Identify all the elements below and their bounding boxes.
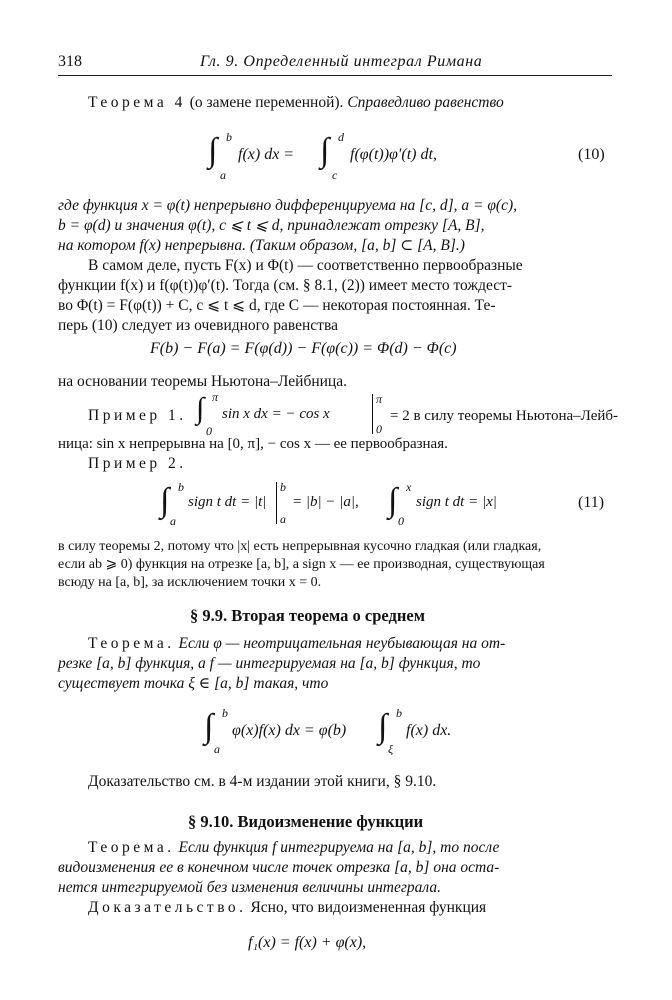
proof-line: перь (10) следует из очевидного равенства bbox=[58, 317, 338, 334]
section-heading: § 9.10. Видоизменение функции bbox=[188, 812, 424, 831]
theorem4-intro bbox=[88, 93, 504, 113]
upper-limit: b bbox=[178, 480, 184, 494]
equation-right: f(φ(t))φ′(t) dt, bbox=[350, 146, 437, 163]
section-heading: § 9.9. Вторая теорема о среднем bbox=[190, 606, 425, 625]
example2-text: в силу теоремы 2, потому что |x| есть непрерывная кусочно гладкая (или гладкая, bbox=[58, 539, 542, 554]
equation-middle: φ(x)f(x) dx = φ(b) bbox=[232, 722, 347, 739]
theorem-statement: Если функция f интегрируема на [a, b], то после bbox=[178, 839, 500, 856]
modified-function-equation: f₁(x) = f(x) + φ(x), bbox=[248, 934, 367, 951]
theorem-first-line bbox=[88, 838, 499, 858]
proof-label: Доказательство. bbox=[88, 899, 247, 916]
upper-limit: d bbox=[338, 130, 344, 144]
integral-sign: ∫ bbox=[160, 482, 170, 519]
proof-conclusion: на основании теоремы Ньютона–Лейбница. bbox=[58, 373, 347, 390]
upper-limit: π bbox=[212, 390, 219, 404]
integral-sign: ∫ bbox=[204, 708, 214, 745]
lower-limit: c bbox=[332, 168, 338, 182]
evaluation-bar bbox=[276, 482, 277, 524]
running-header-title: Гл. 9. Определенный интеграл Римана bbox=[200, 53, 483, 70]
theorem-statement-line: видоизменения ее в конечном числе точек отрезка [a, b] она оста- bbox=[58, 859, 500, 876]
proof-reference: Доказательство см. в 4-м издании этой книги, § 9.10. bbox=[88, 773, 437, 790]
proof-line: В самом деле, пусть F(x) и Φ(t) — соответственно первообразные bbox=[88, 257, 523, 274]
page-number: 318 bbox=[58, 53, 82, 70]
upper-limit: π bbox=[376, 392, 383, 406]
upper-limit: b bbox=[280, 480, 286, 494]
equation-11-part1: sign t dt = |t| bbox=[188, 494, 267, 510]
integral-sign: ∫ bbox=[196, 392, 205, 425]
integral-sign: ∫ bbox=[388, 482, 398, 519]
theorem4-statement: Справедливо равенство bbox=[347, 94, 504, 111]
example1-label: Пример 1. bbox=[88, 407, 187, 424]
theorem4-condition-line: где функция x = φ(t) непрерывно дифференцируема на [c, d], a = φ(c), bbox=[58, 197, 517, 214]
equation-11-part2: = |b| − |a|, bbox=[292, 494, 359, 510]
proof-start bbox=[88, 898, 486, 918]
integral-sign: ∫ bbox=[378, 708, 388, 745]
lower-limit: a bbox=[214, 742, 220, 756]
lower-limit: a bbox=[170, 514, 176, 528]
theorem-label: Теорема. bbox=[88, 839, 175, 856]
example2-text: всюду на [a, b], за исключением точки x = 0. bbox=[58, 575, 322, 590]
lower-limit: a bbox=[220, 168, 226, 182]
proof-text: Ясно, что видоизмененная функция bbox=[250, 899, 487, 916]
lower-limit: 0 bbox=[206, 424, 212, 438]
example1-line2: ница: sin x непрерывна на [0, π], − cos x — ее первообразная. bbox=[58, 436, 448, 452]
theorem4-condition-line: b = φ(d) и значения φ(t), c ⩽ t ⩽ d, принадлежат отрезку [A, B], bbox=[58, 217, 485, 234]
upper-limit: b bbox=[226, 130, 232, 144]
theorem4-label: Теорема 4 bbox=[88, 94, 186, 111]
evaluation-bar bbox=[372, 394, 373, 434]
theorem-statement: Если φ — неотрицательная неубывающая на от- bbox=[178, 635, 506, 652]
equation-number: (11) bbox=[578, 494, 605, 511]
integral-sign: ∫ bbox=[208, 132, 218, 169]
equation-11-part3: sign t dt = |x| bbox=[416, 494, 497, 510]
equation-number: (10) bbox=[578, 146, 605, 163]
upper-limit: b bbox=[396, 706, 402, 720]
proof-line: во Φ(t) = F(φ(t)) + C, c ⩽ t ⩽ d, где C — некоторая постоянная. Те- bbox=[58, 297, 496, 314]
theorem-first-line bbox=[88, 634, 505, 654]
theorem-label: Теорема. bbox=[88, 635, 175, 652]
upper-limit: x bbox=[406, 480, 412, 494]
example2-text: если ab ⩾ 0) функция на отрезке [a, b], а sign x — ее производная, существующая bbox=[58, 557, 545, 572]
theorem-statement-line: существует точка ξ ∈ [a, b] такая, что bbox=[58, 675, 329, 692]
example1-rest: = 2 в силу теоремы Ньютона–Лейб- bbox=[390, 408, 619, 424]
proof-equation: F(b) − F(a) = F(φ(d)) − F(φ(c)) = Φ(d) − Φ(c) bbox=[150, 340, 457, 357]
upper-limit: b bbox=[222, 706, 228, 720]
lower-limit: 0 bbox=[398, 514, 404, 528]
equation-left: f(x) dx = bbox=[238, 146, 295, 163]
lower-limit: a bbox=[280, 512, 286, 526]
theorem4-title: (о замене переменной). bbox=[185, 94, 348, 111]
equation-end: f(x) dx. bbox=[406, 722, 452, 739]
lower-limit: 0 bbox=[376, 422, 382, 436]
theorem4-condition-line: на котором f(x) непрерывна. (Таким образом, [a, b] ⊂ [A, B].) bbox=[58, 237, 465, 254]
header-rule bbox=[58, 75, 612, 76]
lower-limit: ξ bbox=[388, 742, 394, 756]
integral-sign: ∫ bbox=[320, 132, 330, 169]
theorem-statement-line: нется интегрируемой без изменения величины интеграла. bbox=[58, 879, 441, 896]
theorem-statement-line: резке [a, b] функция, а f — интегрируемая на [a, b] функция, то bbox=[58, 655, 481, 672]
example2-label: Пример 2. bbox=[88, 455, 187, 472]
proof-line: функции f(x) и f(φ(t))φ′(t). Тогда (см. § 8.1, (2)) имеет место тождест- bbox=[58, 277, 513, 294]
example1-integrand: sin x dx = − cos x bbox=[222, 406, 330, 422]
